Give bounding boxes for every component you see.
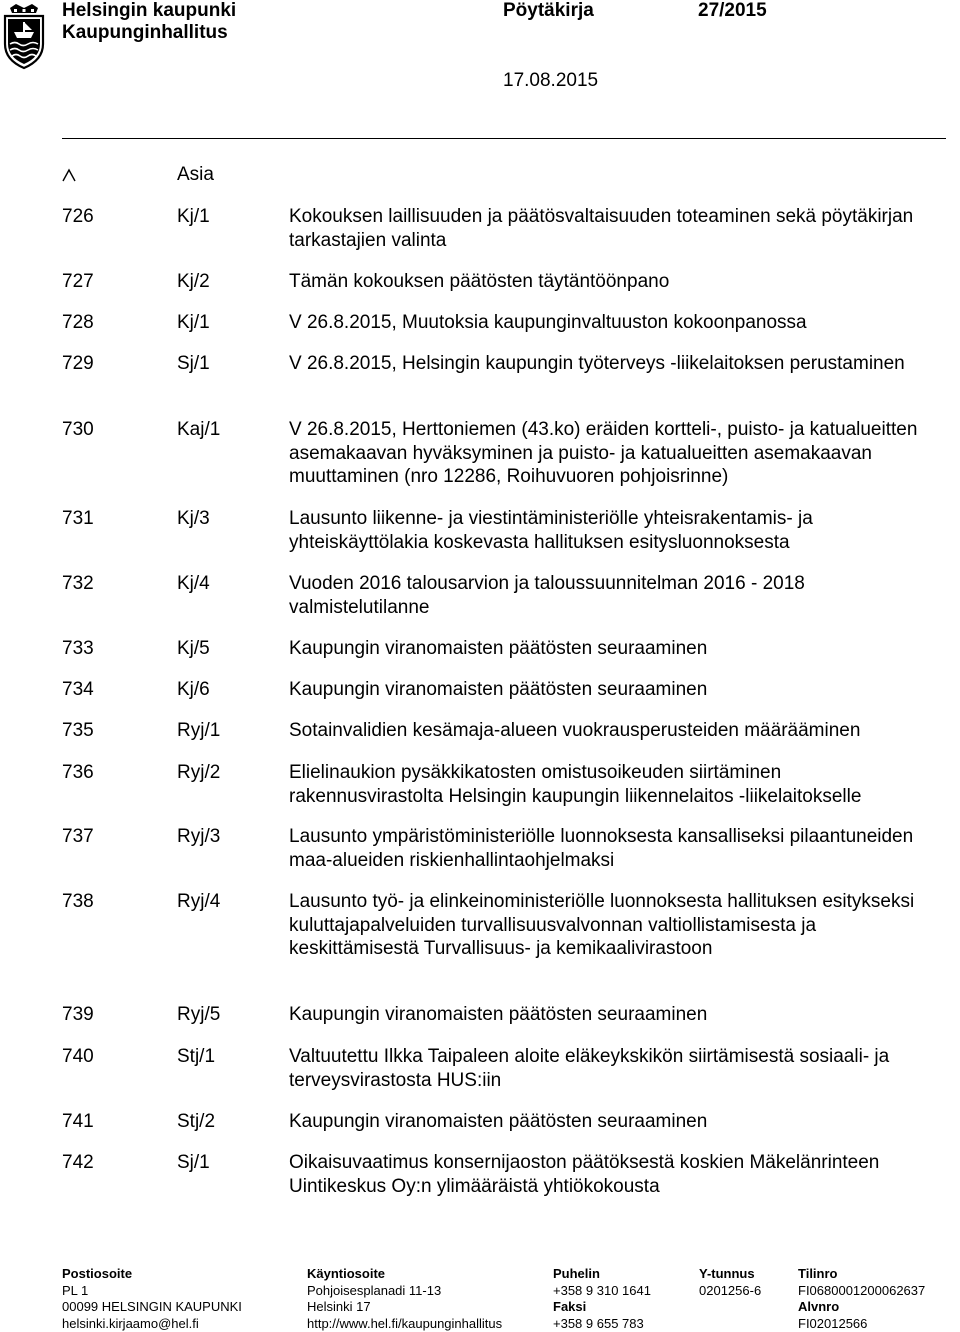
item-number: 740 [62, 1046, 94, 1067]
item-title: Lausunto liikenne- ja viestintäministeriölle yhteisrakentamis- ja yhteiskäyttölakia koskevasta hallituksen esitysluonnoksesta [289, 508, 813, 553]
item-number: 739 [62, 1004, 94, 1025]
item-number: 730 [62, 419, 94, 440]
item-code: Kj/4 [177, 573, 210, 594]
item-code: Kj/1 [177, 312, 210, 333]
helsinki-coat-of-arms-icon [2, 2, 46, 72]
item-title: Elielinaukion pysäkkikatosten omistusoikeuden siirtäminen rakennusvirastolta Helsingin kaupungin liikennelaitos -liikelaitokselle [289, 762, 862, 807]
document-type: Pöytäkirja [503, 0, 594, 21]
item-number: 726 [62, 206, 94, 227]
visiting-line: Pohjoisesplanadi 11-13 [307, 1282, 442, 1298]
account-value: FI0680001200062637 [798, 1282, 926, 1298]
item-code: Ryj/5 [177, 1004, 221, 1025]
item-title: Kaupungin viranomaisten päätösten seuraaminen [289, 638, 708, 659]
item-code: Ryj/3 [177, 826, 221, 847]
item-title: V 26.8.2015, Herttoniemen (43.ko) eräiden kortteli-, puisto- ja katualueitten asemakaavan hyväksyminen ja puisto- ja katualueitten asemakaavan muuttaminen (nro 12286, Roihuvuoren pohjoisrinne) [289, 419, 918, 487]
item-title: Kaupungin viranomaisten päätösten seuraaminen [289, 679, 708, 700]
item-code: Ryj/1 [177, 720, 221, 741]
item-code: Kj/6 [177, 679, 210, 700]
postal-line: 00099 HELSINGIN KAUPUNKI [62, 1299, 242, 1314]
item-code: Sj/1 [177, 353, 210, 374]
fax-label: Faksi [553, 1299, 587, 1314]
item-code: Ryj/4 [177, 891, 221, 912]
item-code: Sj/1 [177, 1152, 210, 1173]
item-code: Ryj/2 [177, 762, 221, 783]
visiting-line: Helsinki 17 [307, 1299, 371, 1314]
document-number: 27/2015 [698, 0, 767, 21]
item-title: Lausunto työ- ja elinkeinoministeriölle luonnoksesta hallituksen esitykseksi kuluttajapalveluiden turvallisuusvalvonnan valtiollistamisesta ja keskittämisestä Turvallisuus- ja kemikaalivirastoon [289, 891, 915, 959]
postal-label: Postiosoite [62, 1266, 133, 1281]
item-number: 731 [62, 508, 94, 529]
item-number: 736 [62, 762, 94, 783]
item-number: 727 [62, 271, 94, 292]
footer-business-id [699, 1266, 761, 1299]
header-divider [62, 138, 946, 139]
item-title: Kokouksen laillisuuden ja päätösvaltaisuuden toteaminen sekä pöytäkirjan tarkastajien valinta [289, 206, 914, 251]
phone-value: +358 9 310 1641 [553, 1282, 651, 1298]
item-number: 734 [62, 679, 94, 700]
item-code: Kj/1 [177, 206, 210, 227]
item-number: 741 [62, 1111, 94, 1132]
account-label: Tilinro [798, 1266, 838, 1281]
item-number: 737 [62, 826, 94, 847]
footer-email[interactable]: helsinki.kirjaamo@hel.fi [62, 1315, 199, 1331]
item-title: V 26.8.2015, Muutoksia kaupunginvaltuuston kokoonpanossa [289, 312, 807, 333]
item-code: Kj/5 [177, 638, 210, 659]
item-title: Vuoden 2016 talousarvion ja taloussuunnitelman 2016 - 2018 valmistelutilanne [289, 573, 805, 618]
item-title: Oikaisuvaatimus konsernijaoston päätöksestä koskien Mäkelänrinteen Uintikeskus Oy:n ylimääräistä yhtiökokousta [289, 1152, 880, 1197]
vat-label: Alvnro [798, 1299, 840, 1314]
item-number: 729 [62, 353, 94, 374]
item-number: 732 [62, 573, 94, 594]
caret-up-icon [62, 168, 76, 182]
meeting-date: 17.08.2015 [503, 70, 599, 91]
business-id-label: Y-tunnus [699, 1266, 755, 1281]
item-title: V 26.8.2015, Helsingin kaupungin työterveys -liikelaitoksen perustaminen [289, 353, 905, 374]
item-code: Kj/3 [177, 508, 210, 529]
item-number: 728 [62, 312, 94, 333]
item-title: Kaupungin viranomaisten päätösten seuraaminen [289, 1111, 708, 1132]
footer-website-link[interactable]: http://www.hel.fi/kaupunginhallitus [307, 1315, 503, 1331]
item-code: Stj/2 [177, 1111, 216, 1132]
item-number: 742 [62, 1152, 94, 1173]
item-code: Kaj/1 [177, 419, 221, 440]
footer-phone [553, 1266, 651, 1332]
item-title: Sotainvalidien kesämaja-alueen vuokrausperusteiden määrääminen [289, 720, 861, 741]
item-title: Tämän kokouksen päätösten täytäntöönpano [289, 271, 670, 292]
vat-value: FI02012566 [798, 1315, 868, 1331]
item-title: Lausunto ympäristöministeriölle luonnoksesta kansalliseksi pilaantuneiden maa-alueiden riskienhallintaohjelmaksi [289, 826, 914, 871]
unit-name: Kaupunginhallitus [62, 22, 228, 43]
business-id-value: 0201256-6 [699, 1282, 762, 1298]
item-number: 733 [62, 638, 94, 659]
item-number: 735 [62, 720, 94, 741]
fax-value: +358 9 655 783 [553, 1315, 644, 1331]
subject-column-header: Asia [177, 164, 214, 185]
item-code: Stj/1 [177, 1046, 216, 1067]
postal-line: PL 1 [62, 1282, 89, 1298]
footer-account [798, 1266, 925, 1332]
organization-name: Helsingin kaupunki [62, 0, 237, 21]
visiting-label: Käyntiosoite [307, 1266, 386, 1281]
item-title: Valtuutettu Ilkka Taipaleen aloite eläkeykskikön siirtämisestä sosiaali- ja terveysvirastosta HUS:iin [289, 1046, 890, 1091]
item-number: 738 [62, 891, 94, 912]
footer-visiting-address [307, 1266, 502, 1332]
phone-label: Puhelin [553, 1266, 600, 1281]
item-title: Kaupungin viranomaisten päätösten seuraaminen [289, 1004, 708, 1025]
footer-postal-address [62, 1266, 242, 1332]
item-code: Kj/2 [177, 271, 210, 292]
